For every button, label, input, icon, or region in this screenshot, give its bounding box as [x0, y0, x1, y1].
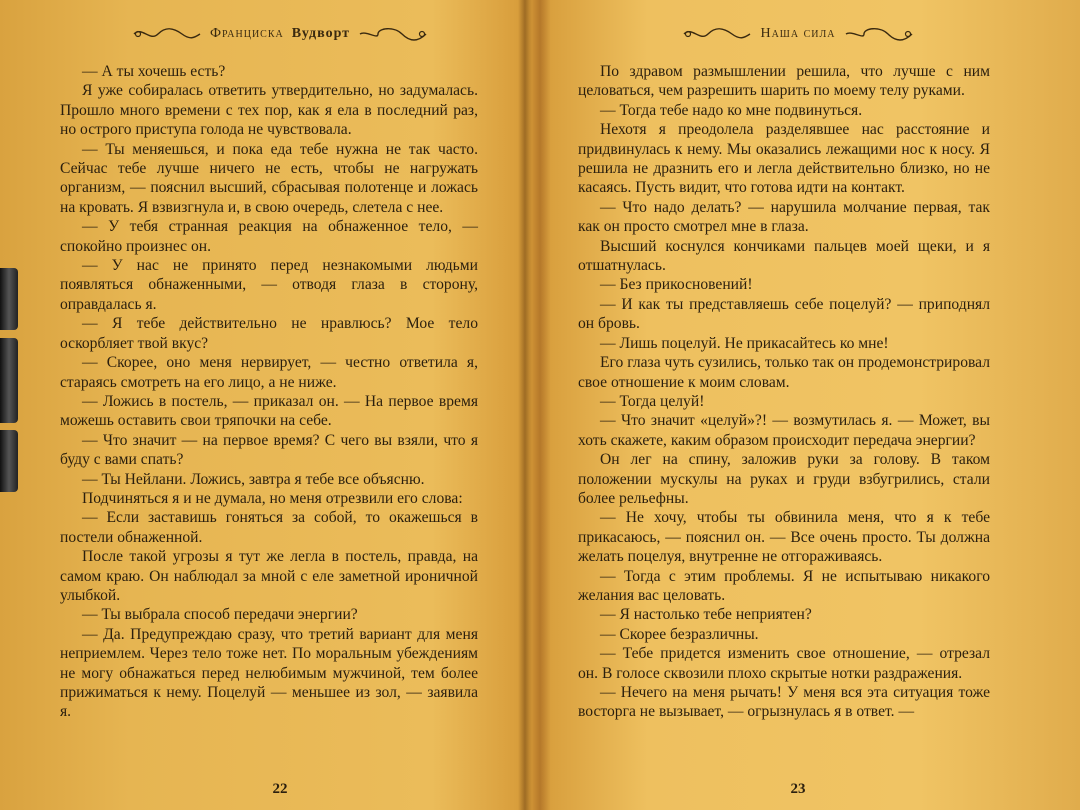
paragraph: — Не хочу, чтобы ты обвинила меня, что я к тебе прикасаюсь, — пояснил он. — Все очень просто. Ты должна желать поцелуя, внутренне не отгораживаясь.	[578, 509, 990, 566]
left-ornament-icon	[132, 26, 202, 42]
paragraph: — Ты выбрала способ передачи энергии?	[82, 606, 358, 624]
right-ornament-icon	[844, 26, 914, 42]
paragraph: — Если заставишь гоняться за собой, то окажешься в постели обнаженной.	[60, 509, 478, 546]
paragraph: По здравом размышлении решила, что лучше с ним целоваться, чем разрешить шарить по моему телу руками.	[578, 63, 990, 100]
paragraph: Высший коснулся кончиками пальцев моей щеки, и я отшатнулась.	[578, 237, 990, 275]
left-running-header	[40, 26, 520, 42]
paragraph: — Что значит — на первое время? С чего вы взяли, что я буду с вами спать?	[60, 431, 478, 469]
left-page-body	[60, 62, 478, 722]
author-surname: Вудворт	[291, 26, 351, 41]
author-first-name: Франциска	[209, 26, 284, 41]
paragraph: — Тогда целуй!	[600, 392, 705, 410]
paragraph: — Ты меняешься, и пока еда тебе нужна не так часто. Сейчас тебе лучше ничего не есть, чтобы не нагружать организм, — пояснил высший, сбрасывая полотенце и ложась на кровать. Я взвизгнула и, в свою очередь, слетела с нее.	[60, 140, 478, 216]
paragraph: — Да. Предупреждаю сразу, что третий вариант для меня неприемлем. Через тело тоже нет. По моральным убеждениям не могу обнажаться перед нелюбимым мужчиной, тем более прижиматься к нему. Поцелуй — меньшее из зол, — заявила я.	[60, 625, 478, 721]
paragraph: — И как ты представляешь себе поцелуй? — приподнял он бровь.	[578, 295, 990, 333]
left-ornament-icon	[682, 26, 752, 42]
paragraph: Я уже собиралась ответить утвердительно, но задумалась. Прошло много времени с тех пор, как я ела в последний раз, но острого приступа голода не чувствовала.	[60, 82, 478, 139]
right-page-body	[578, 62, 990, 722]
paragraph: — Я тебе действительно не нравлюсь? Мое тело оскорбляет твой вкус?	[60, 315, 478, 352]
left-page	[40, 0, 520, 810]
binder-clip-bottom	[0, 430, 18, 492]
right-page-number: 23	[790, 781, 806, 797]
paragraph: — Лишь поцелуй. Не прикасайтесь ко мне!	[600, 334, 889, 352]
paragraph: — Тебе придется изменить свое отношение, — отрезал он. В голосе сквозили плохо скрытые нотки раздражения.	[578, 645, 990, 682]
paragraph: — У тебя странная реакция на обнаженное тело, — спокойно произнес он.	[60, 218, 478, 255]
paragraph: — Тогда тебе надо ко мне подвинуться.	[600, 101, 863, 119]
right-ornament-icon	[358, 26, 428, 42]
paragraph: — Скорее безразличны.	[600, 625, 759, 643]
paragraph: — Что надо делать? — нарушила молчание первая, так как он просто смотрел мне в глаза.	[578, 198, 990, 236]
book-title: Наша сила	[760, 26, 836, 41]
paragraph: — Тогда с этим проблемы. Я не испытываю никакого желания вас целовать.	[578, 567, 990, 604]
paragraph: — Я настолько тебе неприятен?	[600, 606, 812, 624]
paragraph: Он лег на спину, заложив руки за голову. В таком положении мускулы на руках и груди взбугрились, стали более рельефны.	[578, 451, 990, 507]
binder-clip-top	[0, 268, 18, 330]
right-page	[548, 0, 1048, 810]
right-running-header	[548, 26, 1048, 42]
paragraph: — У нас не принято перед незнакомыми людьми появляться обнаженными, — отводя глаза в сторону, оправдалась я.	[60, 257, 478, 313]
paragraph: — Нечего на меня рычать! У меня вся эта ситуация тоже восторга не вызывает, — огрызнулась я в ответ. —	[578, 684, 990, 721]
paragraph: — Что значит «целуй»?! — возмутилась я. — Может, вы хоть скажете, каким образом происходит передача энергии?	[578, 412, 990, 449]
paragraph: — Скорее, оно меня нервирует, — честно ответила я, стараясь смотреть на его лицо, а не ниже.	[60, 354, 478, 391]
binder-clip-middle	[0, 338, 18, 423]
left-page-number: 22	[272, 781, 288, 797]
paragraph: — Без прикосновений!	[600, 276, 753, 294]
paragraph: Подчиняться я и не думала, но меня отрезвили его слова:	[82, 489, 463, 507]
paragraph: — Ложись в постель, — приказал он. — На первое время можешь оставить свои тряпочки на себе.	[60, 392, 478, 430]
paragraph: После такой угрозы я тут же легла в постель, правда, на самом краю. Он наблюдал за мной с еле заметной ироничной улыбкой.	[60, 548, 478, 604]
paragraph: — А ты хочешь есть?	[82, 63, 226, 80]
paragraph: Его глаза чуть сузились, только так он продемонстрировал свое отношение к моим словам.	[578, 354, 990, 391]
paragraph: — Ты Нейлани. Ложись, завтра я тебе все объясню.	[82, 470, 425, 488]
paragraph: Нехотя я преодолела разделявшее нас расстояние и придвинулась к нему. Мы оказались лежащими нос к носу. Я решила не дразнить его и легла действительно близко, но не касаясь. Пусть видит, что готова идти на контакт.	[578, 121, 990, 197]
book-gutter	[518, 0, 532, 810]
